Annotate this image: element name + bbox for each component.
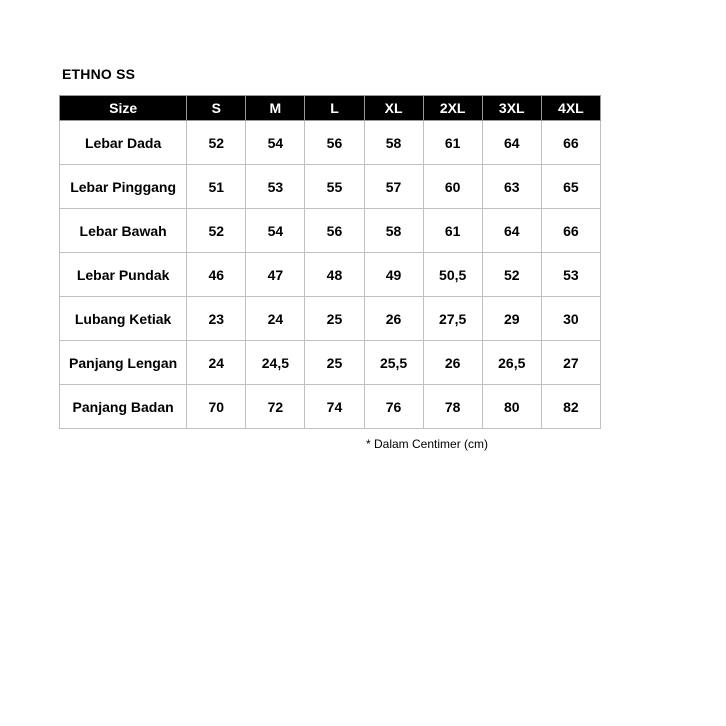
table-cell: 49 [364, 253, 423, 297]
row-label: Panjang Lengan [60, 341, 187, 385]
table-cell: 56 [305, 209, 364, 253]
table-cell: 54 [246, 121, 305, 165]
table-cell: 24 [246, 297, 305, 341]
table-cell: 23 [187, 297, 246, 341]
table-row [60, 253, 601, 297]
header-xl: XL [364, 96, 423, 121]
table-row [60, 165, 601, 209]
table-cell: 54 [246, 209, 305, 253]
table-cell: 60 [423, 165, 482, 209]
table-cell: 51 [187, 165, 246, 209]
table-cell: 64 [482, 209, 541, 253]
table-row [60, 121, 601, 165]
table-cell: 48 [305, 253, 364, 297]
table-row [60, 209, 601, 253]
chart-title: ETHNO SS [62, 66, 136, 82]
table-cell: 82 [541, 385, 600, 429]
table-cell: 66 [541, 121, 600, 165]
table-cell: 55 [305, 165, 364, 209]
table-row [60, 341, 601, 385]
row-label: Panjang Badan [60, 385, 187, 429]
header-s: S [187, 96, 246, 121]
table-cell: 53 [246, 165, 305, 209]
table-cell: 53 [541, 253, 600, 297]
table-cell: 24,5 [246, 341, 305, 385]
header-2xl: 2XL [423, 96, 482, 121]
table-cell: 30 [541, 297, 600, 341]
table-cell: 26,5 [482, 341, 541, 385]
row-label: Lebar Pinggang [60, 165, 187, 209]
table-cell: 72 [246, 385, 305, 429]
table-cell: 56 [305, 121, 364, 165]
table-cell: 57 [364, 165, 423, 209]
table-cell: 63 [482, 165, 541, 209]
table-cell: 58 [364, 209, 423, 253]
header-4xl: 4XL [541, 96, 600, 121]
table-cell: 50,5 [423, 253, 482, 297]
row-label: Lebar Pundak [60, 253, 187, 297]
header-3xl: 3XL [482, 96, 541, 121]
row-label: Lebar Dada [60, 121, 187, 165]
table-cell: 27 [541, 341, 600, 385]
table-cell: 78 [423, 385, 482, 429]
table-cell: 46 [187, 253, 246, 297]
table-cell: 58 [364, 121, 423, 165]
table-cell: 52 [482, 253, 541, 297]
table-cell: 64 [482, 121, 541, 165]
size-chart-table [59, 95, 601, 429]
header-l: L [305, 96, 364, 121]
table-cell: 70 [187, 385, 246, 429]
row-label: Lebar Bawah [60, 209, 187, 253]
table-cell: 61 [423, 209, 482, 253]
table-cell: 74 [305, 385, 364, 429]
table-cell: 52 [187, 121, 246, 165]
table-cell: 29 [482, 297, 541, 341]
table-row [60, 297, 601, 341]
header-size: Size [60, 96, 187, 121]
table-cell: 24 [187, 341, 246, 385]
table-cell: 52 [187, 209, 246, 253]
table-cell: 25,5 [364, 341, 423, 385]
table-cell: 25 [305, 297, 364, 341]
table-cell: 66 [541, 209, 600, 253]
unit-footnote: * Dalam Centimer (cm) [366, 437, 489, 451]
table-cell: 76 [364, 385, 423, 429]
row-label: Lubang Ketiak [60, 297, 187, 341]
table-cell: 47 [246, 253, 305, 297]
table-header-row [60, 96, 601, 121]
table-cell: 61 [423, 121, 482, 165]
table-cell: 65 [541, 165, 600, 209]
table-cell: 27,5 [423, 297, 482, 341]
table-cell: 80 [482, 385, 541, 429]
table-cell: 26 [423, 341, 482, 385]
header-m: M [246, 96, 305, 121]
table-cell: 26 [364, 297, 423, 341]
table-cell: 25 [305, 341, 364, 385]
table-row [60, 385, 601, 429]
